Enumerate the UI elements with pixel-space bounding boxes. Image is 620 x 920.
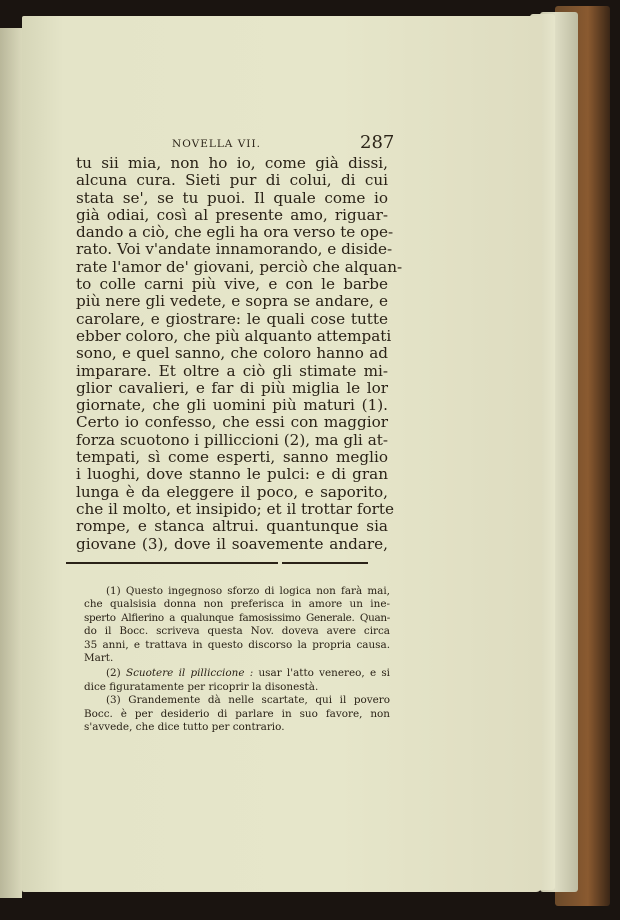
- body-line: stata se', se tu puoi. Il quale come io: [76, 188, 388, 207]
- body-line: to colle carni più vive, e con le barbe: [76, 275, 388, 294]
- body-line: glior cavalieri, e far di più miglia le lor: [76, 378, 388, 397]
- page-number: 287: [360, 132, 395, 153]
- footnote-term: Scuotere il pilliccione :: [125, 667, 254, 680]
- footnote-line: s'avvede, che dice tutto per contrario.: [84, 721, 285, 734]
- body-line: i luoghi, dove stanno le pulci: e di gran: [76, 465, 388, 484]
- body-line: sono, e quel sanno, che coloro hanno ad: [76, 344, 388, 363]
- body-line: che il molto, et insipido; et il trottar forte: [76, 499, 394, 518]
- body-line: Certo io confesso, che essi con maggior: [76, 413, 388, 432]
- body-line: giovane (3), dove il soavemente andare,: [76, 534, 388, 553]
- footnote-divider: [66, 562, 278, 564]
- footnote-text: usar l'atto venereo, e si: [258, 667, 391, 680]
- book-page: [22, 16, 542, 892]
- footnote-line: do il Bocc. scriveva questa Nov. doveva avere circa: [84, 625, 390, 638]
- body-line: ebber coloro, che più alquanto attempati: [76, 326, 392, 345]
- footnote-line: Mart.: [84, 652, 114, 665]
- body-line: rato. Voi v'andate innamorando, e diside-: [76, 240, 393, 259]
- footnote-line: sperto Alfierino a qualunque famosissimo Generale. Quan-: [84, 611, 390, 624]
- body-line: forza scuotono i pilliccioni (2), ma gli at-: [76, 430, 388, 449]
- body-line: carolare, e giostrare: le quali cose tutte: [76, 309, 388, 328]
- body-line: dando a ciò, che egli ha ora verso te ope-: [76, 223, 394, 242]
- body-line: giornate, che gli uomini più maturi (1).: [76, 396, 388, 415]
- running-title: NOVELLA VII.: [172, 138, 261, 150]
- body-line: già odiai, così al presente amo, riguar-: [76, 205, 388, 224]
- footnote-line: Bocc. è per desiderio di parlare in suo favore, non: [84, 707, 390, 720]
- body-line: alcuna cura. Sieti pur di colui, di cui: [76, 171, 388, 190]
- footnote-line: [84, 667, 390, 680]
- facing-page-edge: [0, 28, 22, 898]
- body-line: tu sii mia, non ho io, come già dissi,: [76, 154, 388, 172]
- body-line: tempati, sì come esperti, sanno meglio: [76, 448, 388, 467]
- footnote-line: che qualsisia donna non preferisca in amore un ine-: [84, 598, 390, 611]
- footnote-line: (1) Questo ingegnoso sforzo di logica non farà mai,: [106, 585, 390, 597]
- body-line: imparare. Et oltre a ciò gli stimate mi-: [76, 361, 388, 380]
- footnote-divider: [282, 562, 368, 564]
- body-line: rate l'amor de' giovani, perciò che alquan-: [76, 257, 403, 276]
- body-line: più nere gli vedete, e sopra se andare, e: [76, 292, 388, 311]
- footnote-line: (3) Grandemente dà nelle scartate, qui il povero: [106, 694, 390, 707]
- body-line: lunga è da eleggere il poco, e saporito,: [76, 482, 388, 501]
- footnote-line: 35 anni, e trattava in questo discorso la propria causa.: [84, 638, 390, 651]
- body-text: [76, 154, 403, 553]
- footnotes: [84, 585, 390, 734]
- footnote-line: dice figuratamente per ricoprir la disonestà.: [84, 680, 319, 693]
- footnote-marker: (2): [106, 667, 121, 680]
- body-line: rompe, e stanca altrui. quantunque sia: [76, 517, 388, 536]
